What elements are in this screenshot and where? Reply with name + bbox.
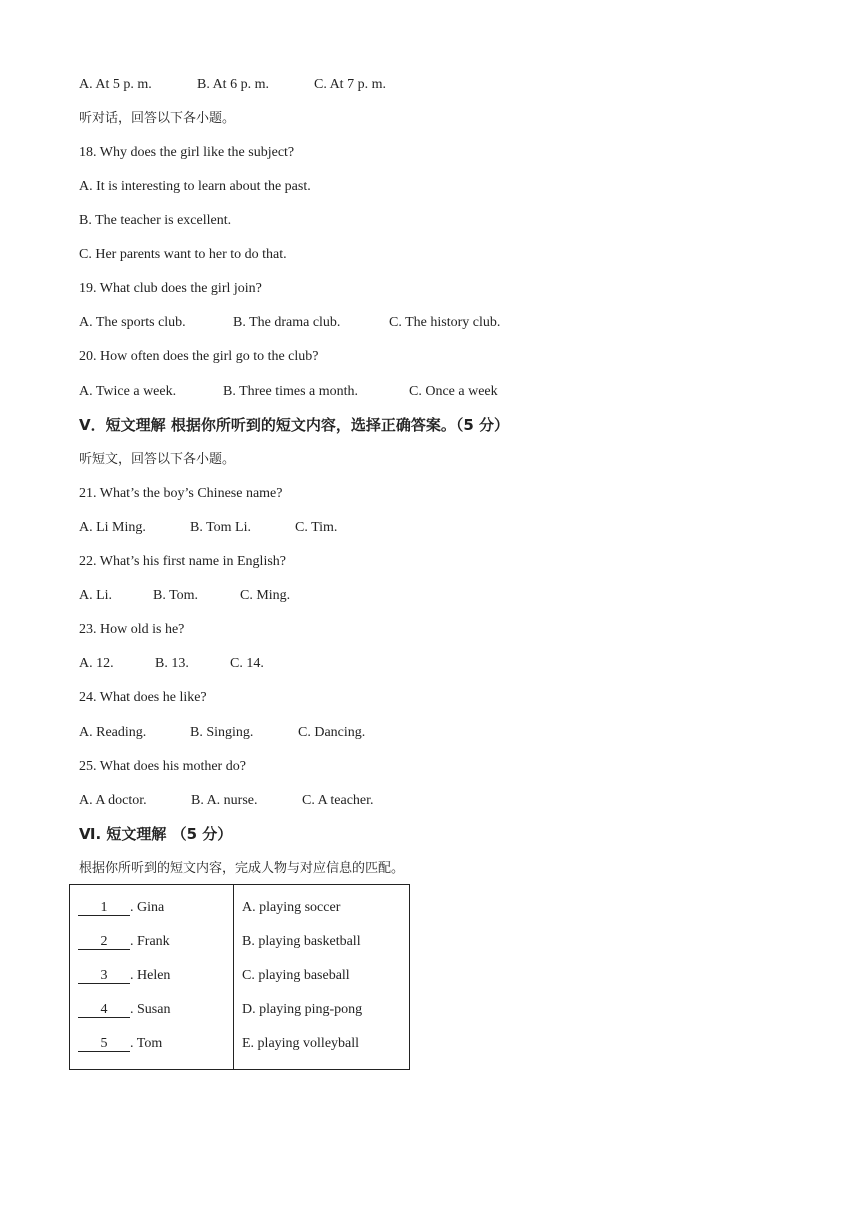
q18-option-b: B. The teacher is excellent.	[79, 213, 232, 228]
q17-option-b: B. At 6 p. m.	[197, 77, 269, 92]
answer-blank[interactable]: 1	[78, 901, 130, 916]
q25-option-a: A. A doctor.	[79, 793, 147, 808]
person-row-2	[78, 933, 233, 967]
person-row-3	[78, 967, 233, 1001]
q25-option-c: C. A teacher.	[302, 793, 374, 808]
person-row-1	[78, 899, 233, 933]
answer-blank[interactable]: 2	[78, 935, 130, 950]
person-name: . Tom	[130, 1036, 163, 1051]
q24-option-b: B. Singing.	[190, 725, 254, 740]
q19-option-b: B. The drama club.	[233, 315, 341, 330]
dialog-instruction: 听对话，回答以下各小题。	[79, 111, 236, 126]
q25-option-b: B. A. nurse.	[191, 793, 258, 808]
q22-option-c: C. Ming.	[240, 588, 291, 603]
section6-instruction: 根据你所听到的短文内容，完成人物与对应信息的匹配。	[79, 861, 405, 876]
matching-table	[69, 884, 410, 1070]
q21-option-b: B. Tom Li.	[190, 520, 251, 535]
section5-title: V．短文理解 根据你所听到的短文内容，选择正确答案。（5 分）	[79, 416, 509, 434]
q22-option-b: B. Tom.	[153, 588, 199, 603]
q20-question: 20. How often does the girl go to the club?	[79, 349, 319, 364]
q17-option-c: C. At 7 p. m.	[314, 77, 386, 92]
activity-option: C. playing baseball	[242, 968, 350, 983]
person-name: . Helen	[130, 968, 171, 983]
q21-question: 21. What’s the boy’s Chinese name?	[79, 486, 283, 501]
activities-column	[234, 885, 410, 1070]
q22-question: 22. What’s his first name in English?	[79, 554, 286, 569]
q24-question: 24. What does he like?	[79, 690, 207, 705]
activity-option: E. playing volleyball	[242, 1036, 360, 1051]
q25-question: 25. What does his mother do?	[79, 759, 246, 774]
section6-title: Ⅵ. 短文理解 （5 分）	[79, 825, 233, 843]
person-row-5	[78, 1035, 233, 1069]
activity-option: B. playing basketball	[242, 934, 361, 949]
q23-option-c: C. 14.	[230, 656, 264, 671]
q18-option-c: C. Her parents want to her to do that.	[79, 247, 287, 262]
q21-option-c: C. Tim.	[295, 520, 338, 535]
q18-option-a: A. It is interesting to learn about the past.	[79, 179, 311, 194]
q23-option-a: A. 12.	[79, 656, 114, 671]
person-name: . Susan	[130, 1002, 171, 1017]
answer-blank[interactable]: 4	[78, 1003, 130, 1018]
answer-blank[interactable]: 5	[78, 1037, 130, 1052]
q23-question: 23. How old is he?	[79, 622, 185, 637]
q24-option-c: C. Dancing.	[298, 725, 366, 740]
person-row-4	[78, 1001, 233, 1035]
q20-option-b: B. Three times a month.	[223, 384, 359, 399]
q21-option-a: A. Li Ming.	[79, 520, 146, 535]
q23-option-b: B. 13.	[155, 656, 189, 671]
activity-option: A. playing soccer	[242, 900, 341, 915]
q19-option-a: A. The sports club.	[79, 315, 186, 330]
q20-option-c: C. Once a week	[409, 384, 498, 399]
q22-option-a: A. Li.	[79, 588, 113, 603]
q19-option-c: C. The history club.	[389, 315, 501, 330]
q18-question: 18. Why does the girl like the subject?	[79, 145, 295, 160]
q20-option-a: A. Twice a week.	[79, 384, 177, 399]
answer-blank[interactable]: 3	[78, 969, 130, 984]
q17-option-a: A. At 5 p. m.	[79, 77, 152, 92]
person-name: . Frank	[130, 934, 170, 949]
q19-question: 19. What club does the girl join?	[79, 281, 262, 296]
person-name: . Gina	[130, 900, 165, 915]
q24-option-a: A. Reading.	[79, 725, 147, 740]
activity-option: D. playing ping-pong	[242, 1002, 363, 1017]
section5-instruction: 听短文，回答以下各小题。	[79, 452, 236, 467]
people-column	[70, 885, 234, 1070]
